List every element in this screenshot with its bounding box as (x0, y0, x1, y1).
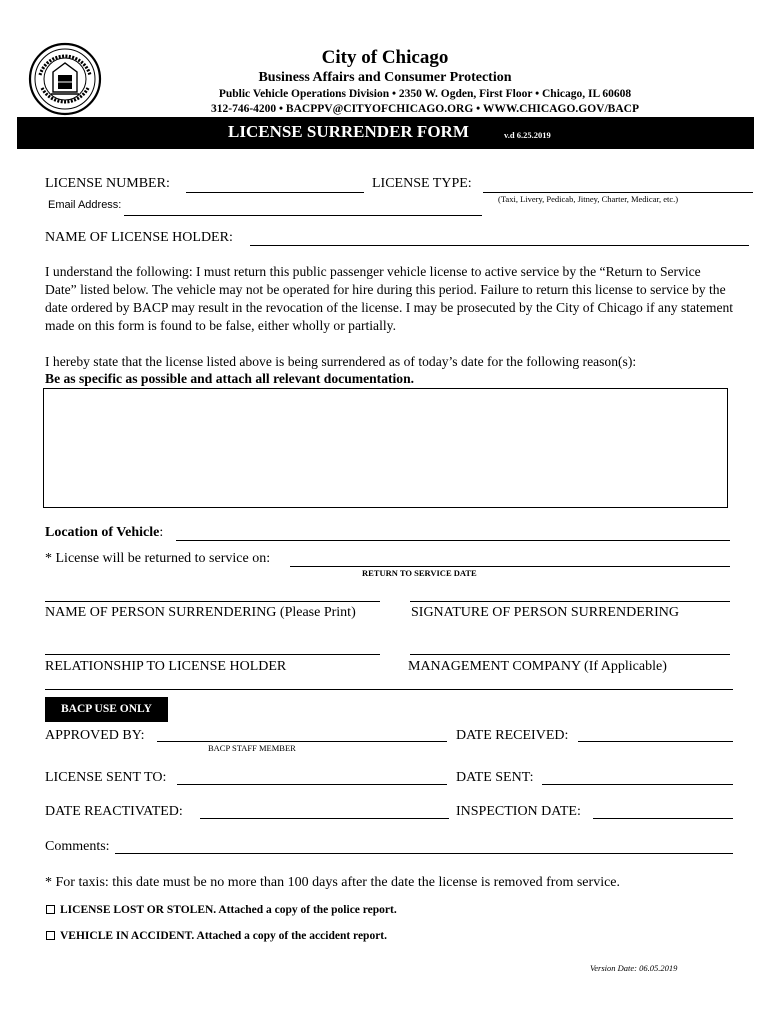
inspection-date-field[interactable] (593, 818, 733, 819)
date-reactivated-field[interactable] (200, 818, 449, 819)
return-service-caption: RETURN TO SERVICE DATE (362, 568, 477, 578)
taxi-note: * For taxis: this date must be no more than 100 days after the date the license is removed from service. (45, 875, 621, 890)
return-service-label: * License will be returned to service on: (45, 551, 271, 566)
statement-paragraph: I understand the following: I must return this public passenger vehicle license to active service by the “Return to Service Date” listed below. The vehicle may not be operated for hire during this period. Failure to return this license to service by the date ordered by BACP may result in the revocation of the license. I may be prosecuted by the City of Chicago if any statement made on this form is found to be false, either wholly or partially. (45, 264, 734, 333)
bacp-use-only-badge: BACP USE ONLY (45, 697, 168, 722)
approved-by-field[interactable] (157, 741, 447, 742)
license-type-field[interactable] (483, 192, 753, 193)
form-version: v.d 6.25.2019 (504, 130, 551, 140)
name-print-field[interactable] (45, 601, 380, 602)
vehicle-location-label (45, 525, 163, 541)
staff-member-caption: BACP STAFF MEMBER (208, 743, 296, 753)
accident-checkbox[interactable] (46, 931, 55, 940)
license-number-field[interactable] (186, 192, 364, 193)
relationship-field[interactable] (45, 654, 380, 655)
comments-label: Comments: (45, 839, 110, 854)
signature-field[interactable] (410, 601, 730, 602)
relationship-label: RELATIONSHIP TO LICENSE HOLDER (45, 659, 287, 674)
reason-textarea[interactable] (43, 388, 728, 508)
email-label: Email Address: (48, 199, 122, 211)
comments-field[interactable] (115, 853, 733, 854)
vehicle-location-colon: : (159, 525, 164, 540)
approved-by-label: APPROVED BY: (45, 728, 145, 743)
name-print-label: NAME OF PERSON SURRENDERING (Please Print) (45, 605, 356, 620)
section-divider (45, 689, 733, 690)
date-sent-field[interactable] (542, 784, 733, 785)
lost-stolen-text: LICENSE LOST OR STOLEN. Attached a copy of the police report. (60, 904, 397, 916)
date-received-field[interactable] (578, 741, 733, 742)
holder-name-field[interactable] (250, 245, 749, 246)
vehicle-location-field[interactable] (176, 540, 730, 541)
vehicle-location-text: Location of Vehicle (45, 525, 160, 540)
license-type-hint: (Taxi, Livery, Pedicab, Jitney, Charter, Medicar, etc.) (498, 194, 679, 204)
reason-intro: I hereby state that the license listed above is being surrendered as of today’s date for the following reason(s): (45, 354, 637, 369)
signature-label: SIGNATURE OF PERSON SURRENDERING (411, 605, 679, 620)
reason-instruction: Be as specific as possible and attach all relevant documentation. (45, 371, 415, 386)
accident-option (46, 930, 387, 942)
accident-text: VEHICLE IN ACCIDENT. Attached a copy of the accident report. (60, 930, 387, 942)
license-sent-to-label: LICENSE SENT TO: (45, 770, 167, 785)
date-sent-label: DATE SENT: (456, 770, 534, 785)
license-number-label: LICENSE NUMBER: (45, 176, 170, 191)
return-service-field[interactable] (290, 566, 730, 567)
form-title: LICENSE SURRENDER FORM (228, 122, 469, 141)
page-title: City of Chicago (321, 47, 449, 68)
date-reactivated-label: DATE REACTIVATED: (45, 804, 183, 819)
management-field[interactable] (410, 654, 730, 655)
license-sent-to-field[interactable] (177, 784, 447, 785)
license-type-label: LICENSE TYPE: (372, 176, 472, 191)
department-name: Business Affairs and Consumer Protection (258, 70, 512, 85)
address-line: Public Vehicle Operations Division • 2350 W. Ogden, First Floor • Chicago, IL 60608 (218, 88, 632, 100)
form-title-banner (17, 117, 754, 149)
management-label: MANAGEMENT COMPANY (If Applicable) (408, 659, 667, 674)
version-date: Version Date: 06.05.2019 (590, 963, 678, 973)
contact-line: 312-746-4200 • BACPPV@CITYOFCHICAGO.ORG • WWW.CHICAGO.GOV/BACP (211, 103, 639, 115)
inspection-date-label: INSPECTION DATE: (456, 804, 581, 819)
holder-name-label: NAME OF LICENSE HOLDER: (45, 230, 233, 245)
lost-stolen-option (46, 904, 397, 916)
lost-stolen-checkbox[interactable] (46, 905, 55, 914)
date-received-label: DATE RECEIVED: (456, 728, 569, 743)
email-field[interactable] (124, 215, 482, 216)
